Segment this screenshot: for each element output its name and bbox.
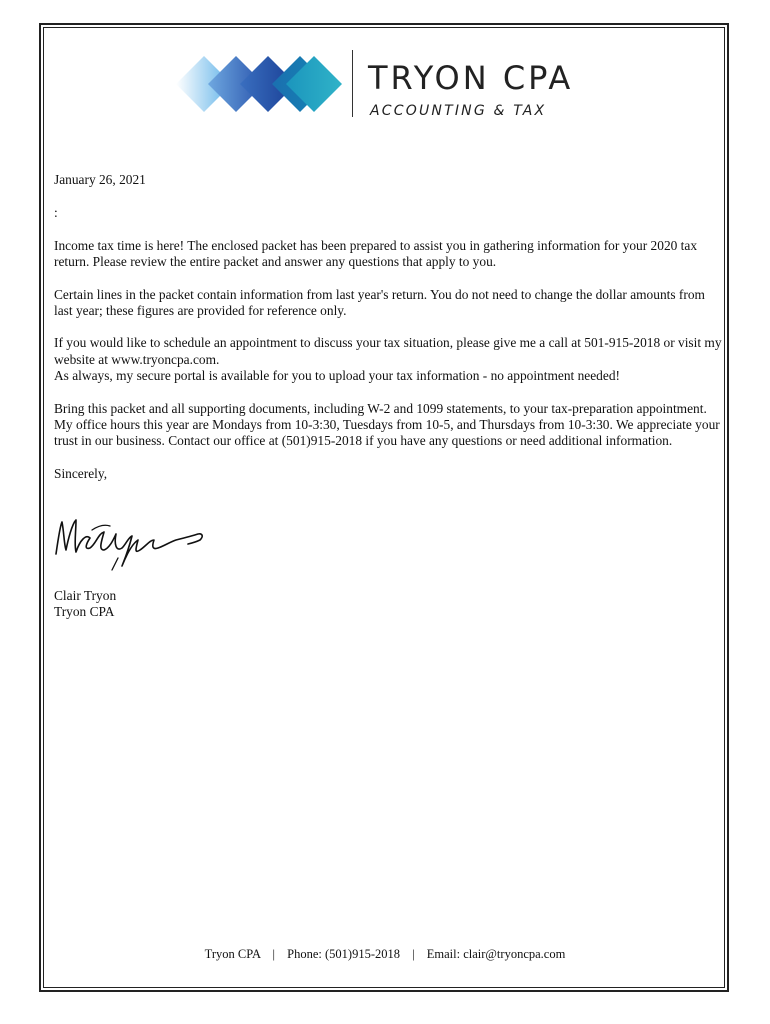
- footer-separator: |: [272, 947, 276, 961]
- letter-body: [54, 172, 722, 482]
- logo-divider: [352, 50, 353, 117]
- letter-closing: Sincerely,: [54, 465, 108, 481]
- letter-paragraph-3-line-1: If you would like to schedule an appointment to discuss your tax situation, please give me a call at 501-915-2018 or visit my website at www.tryoncpa.com.: [54, 335, 722, 367]
- logo-company-name: TRYON CPA: [368, 59, 574, 97]
- letter-paragraph-3-line-2: As always, my secure portal is available for you to upload your tax information - no appointment needed!: [54, 368, 620, 384]
- letter-date: January 26, 2021: [54, 172, 146, 187]
- company-logo: [174, 48, 604, 120]
- footer-separator: |: [412, 947, 415, 961]
- letter-paragraph-1: Income tax time is here! The enclosed packet has been prepared to assist you in gathering information for your 2020 tax return. Please review the entire packet and answer any questions that apply to you.: [54, 237, 698, 270]
- footer-email[interactable]: Email: clair@tryoncpa.com: [426, 947, 566, 961]
- letter-paragraph-2: Certain lines in the packet contain information from last year's return. You do not need to change the dollar amounts from last year; these figures are provided for reference only.: [54, 286, 705, 319]
- letter-footer: [0, 947, 770, 962]
- signer-name: Clair Tryon: [54, 588, 117, 603]
- signer-block: [54, 588, 116, 621]
- signer-company: Tryon CPA: [54, 604, 115, 620]
- letter-paragraph-3: [54, 335, 722, 384]
- logo-diamonds-graphic: [174, 54, 344, 114]
- footer-company: Tryon CPA: [204, 947, 261, 961]
- logo-tagline: ACCOUNTING & TAX: [370, 103, 547, 119]
- footer-phone: Phone: (501)915-2018: [287, 947, 400, 961]
- letter-paragraph-4: Bring this packet and all supporting documents, including W-2 and 1099 statements, to your tax-preparation appointment. My office hours this year are Mondays from 10-3:30, Tuesdays from 10-5, and Thursdays from 10-3:30. We appreciate your trust in our business. Contact our office at (501)915-2018 if you have any questions or need additional information.: [54, 400, 720, 449]
- letter-salutation: :: [54, 205, 58, 221]
- handwritten-signature: [52, 510, 212, 572]
